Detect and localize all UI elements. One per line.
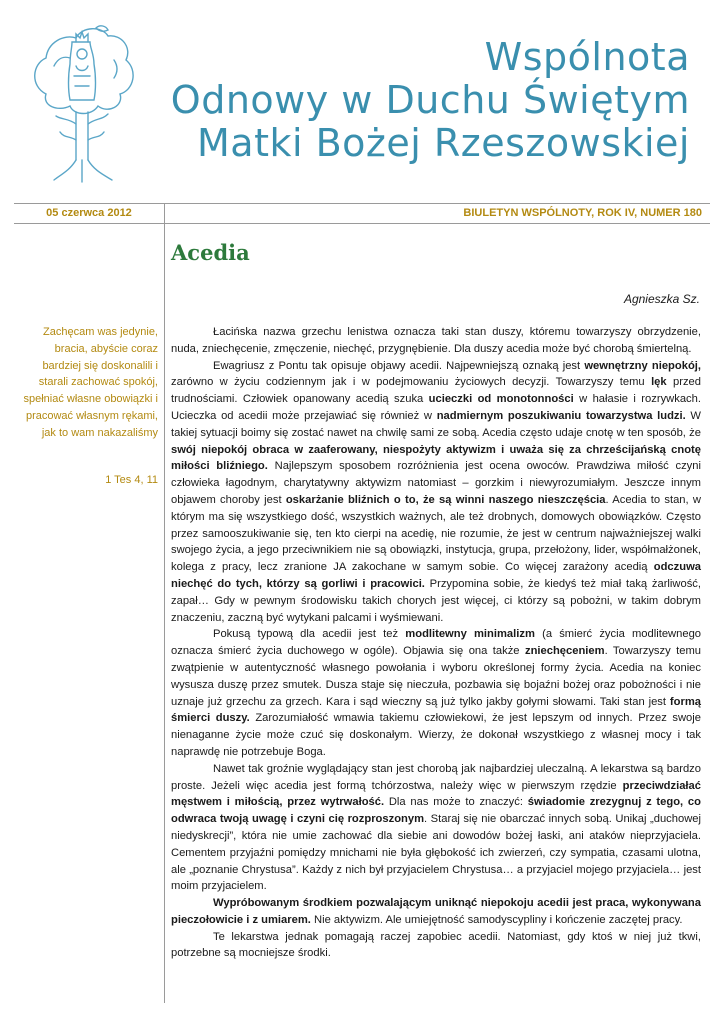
paragraph-text: Dla nas może to znaczyć: [384, 796, 528, 809]
emphasized-text: przeciwdziałać męstwem i miłością, przez wytrwałość. [171, 779, 701, 809]
issue-info: BIULETYN WSPÓLNOTY, ROK IV, NUMER 180 [463, 207, 702, 219]
article-paragraph [171, 929, 701, 963]
header-divider-bottom [14, 223, 710, 224]
header-divider-top [14, 203, 710, 204]
emphasized-text: ucieczki od monotonności [428, 393, 574, 406]
article-paragraph [171, 626, 701, 760]
column-divider [164, 203, 165, 1003]
newsletter-title [130, 36, 690, 165]
emphasized-text: oskarżanie bliźnich o to, że są winni naszego nieszczęścia [285, 493, 606, 506]
emphasized-text: modlitewny minimalizm [405, 628, 535, 641]
emphasized-text: Wypróbowanym środkiem pozwalającym uniknąć niepokoju acedii jest praca, wykonywana pieczołowicie i z umiarem. [171, 897, 701, 926]
paragraph-text: W takiej sytuacji boimy się zostać nawet na chwilę sami ze sobą. Acedia często udaje cnotę w ten sposób, że [171, 409, 701, 439]
paragraph-text: Pokusą typową dla acedii jest też [213, 628, 406, 641]
title-line-2: Odnowy w Duchu Świętym [170, 78, 690, 122]
emphasized-text: swój niepokój obraca w zaaferowany, niespożyty aktywizm i uważa się za chrześcijańską cnotę miłości bliźniego. [171, 443, 701, 473]
article-author: Agnieszka Sz. [623, 292, 700, 306]
paragraph-text: Zarozumiałość wmawia takiemu człowiekowi, że jest lepszym od innych. Przez swoje nienaganne życie może czuć się doskonałym. Wierzy, że dokonał wszystkiego z własnej mocy i tak naprawdę nie potrzebuje Boga. [171, 712, 701, 758]
article-title: Acedia [171, 240, 250, 265]
paragraph-text: przed trudnościami. Człowiek opanowany acedią szuka [171, 376, 702, 406]
tree-with-madonna-logo [24, 20, 140, 188]
emphasized-text: wewnętrzny niepokój, [584, 359, 701, 372]
paragraph-text: Najlepszym sposobem rozróżnienia jest ocena owoców. Prawdziwa miłość czyni człowieka łagodnym, charytatywny aktywizm natomiast – gorzkim i niewyrozumiałym. Jeszcze innym objawem choroby jest [171, 460, 701, 506]
article-paragraph [171, 358, 701, 627]
paragraph-text: . Towarzyszy temu zwątpienie w autentyczność własnego powołania i wyboru określonej formy życia. Acedia na koniec wysusza duszę przez smutek. Dusza staje się nieczuła, pozbawia się bojaźni bożej oraz pobożności i nie uznaje już grzechu za grzech. Kara i sąd wieczny są już tylko jakby gołymi słowami. Taki stan jest [171, 645, 701, 708]
article-paragraph [171, 895, 701, 929]
paragraph-text: . Staraj się nie obarczać innych sobą. Unikaj „duchowej niedyskrecji”, która nie umie zachować dla siebie ani dowodów bożej łaski, ani ataków nieprzyjaciela. Cementem przyjaźni pomiędzy mnichami nie była głębokość ich zwierzeń, czy sympatia, czasami ulotna, ale „poznanie Chrystusa”. Każdy z nich był przyjacielem Chrystusa… a przyjaciel mojego przyjaciela… jest moim przyjacielem. [171, 813, 701, 893]
paragraph-text: . Acedia to stan, w którym ma się wszystkiego dość, wszystkich ważnych, ale też drobnych, domowych obowiązków. Często przez samooszukiwanie się, ten kto cierpi na acedię, nie rozumie, że jest w centrum najważniejszej walki swojego życia, a jego przeciwnikiem nie są obowiązki, instytucja, grupa, przełożony, lider, współmałżonek, kolega z pracy, lecz zranione JA zakochane w samym sobie. Co więcej zarażony acedią [171, 493, 701, 574]
emphasized-text: formą śmierci duszy. [171, 695, 701, 725]
sidebar-quote: Zachęcam was jedynie, bracia, abyście coraz bardziej się doskonalili i starali zachować spokój, spełniać własne obowiązki i pracować własnym rękami, jak to wam nakazaliśmy [23, 326, 158, 439]
paragraph-text: Łacińska nazwa grzechu lenistwa oznacza taki stan duszy, któremu towarzyszy obrzydzenie, nuda, zniechęcenie, zmęczenie, niechęć, przygnębienie. Dla duszy acedia może być chorobą śmiertelną. [171, 326, 701, 355]
title-line-1: Wspólnota [484, 35, 690, 79]
paragraph-text: Ewagriusz z Pontu tak opisuje objawy acedii. Najpewniejszą oznaką jest [213, 359, 585, 372]
issue-date: 05 czerwca 2012 [46, 207, 132, 219]
emphasized-text: zniechęceniem [524, 645, 605, 658]
article-paragraph [171, 324, 701, 358]
article-body [171, 324, 701, 962]
paragraph-text: zarówno w życiu codziennym jak i w podejmowaniu życiowych decyzji. Towarzyszy temu [171, 376, 652, 389]
paragraph-text: Nawet tak groźnie wyglądający stan jest chorobą jak najbardziej uleczalną. A lekarstwa są bardzo proste. Jeżeli więc acedia jest formą tchórzostwa, należy więc w pierwszym rzędzie [171, 762, 701, 792]
emphasized-text: lęk [651, 376, 667, 389]
emphasized-text: świadomie zrezygnuj z tego, co odwraca twoją uwagę i czyni cię rozproszonym [171, 796, 701, 826]
emphasized-text: nadmiernym poszukiwaniu towarzystwa ludzi. [436, 409, 686, 422]
paragraph-text: Te lekarstwa jednak pomagają raczej zapobiec acedii. Natomiast, gdy ktoś w niej już tkwi, potrzebne są mocniejsze środki. [171, 930, 701, 960]
title-line-3: Matki Bożej Rzeszowskiej [197, 121, 690, 165]
paragraph-text: Nie aktywizm. Ale umiejętność samodyscypliny i kończenie zaczętej pracy. [310, 913, 683, 926]
paragraph-text: (a śmierć życia modlitewnego oznacza śmierć życia duchowego w ogóle). Objawia się ona także [171, 628, 702, 658]
article-paragraph [171, 761, 701, 895]
paragraph-text: w hałasie i rozrywkach. Ucieczka od acedii może przejawiać się również w [171, 393, 701, 422]
emphasized-text: odczuwa niechęć do tych, którzy są gorliwi i pracowici. [171, 561, 701, 590]
sidebar-quote-reference: 1 Tes 4, 11 [105, 474, 158, 486]
paragraph-text: Przypomina sobie, że kiedyś też miał taką żarliwość, zapał… Gdy w pewnym środowisku takich chorych jest więcej, ci którzy są pobożni, w takim dobrym znaczeniu, zaczną być wytykani palcami i wyśmiewani. [171, 577, 701, 624]
